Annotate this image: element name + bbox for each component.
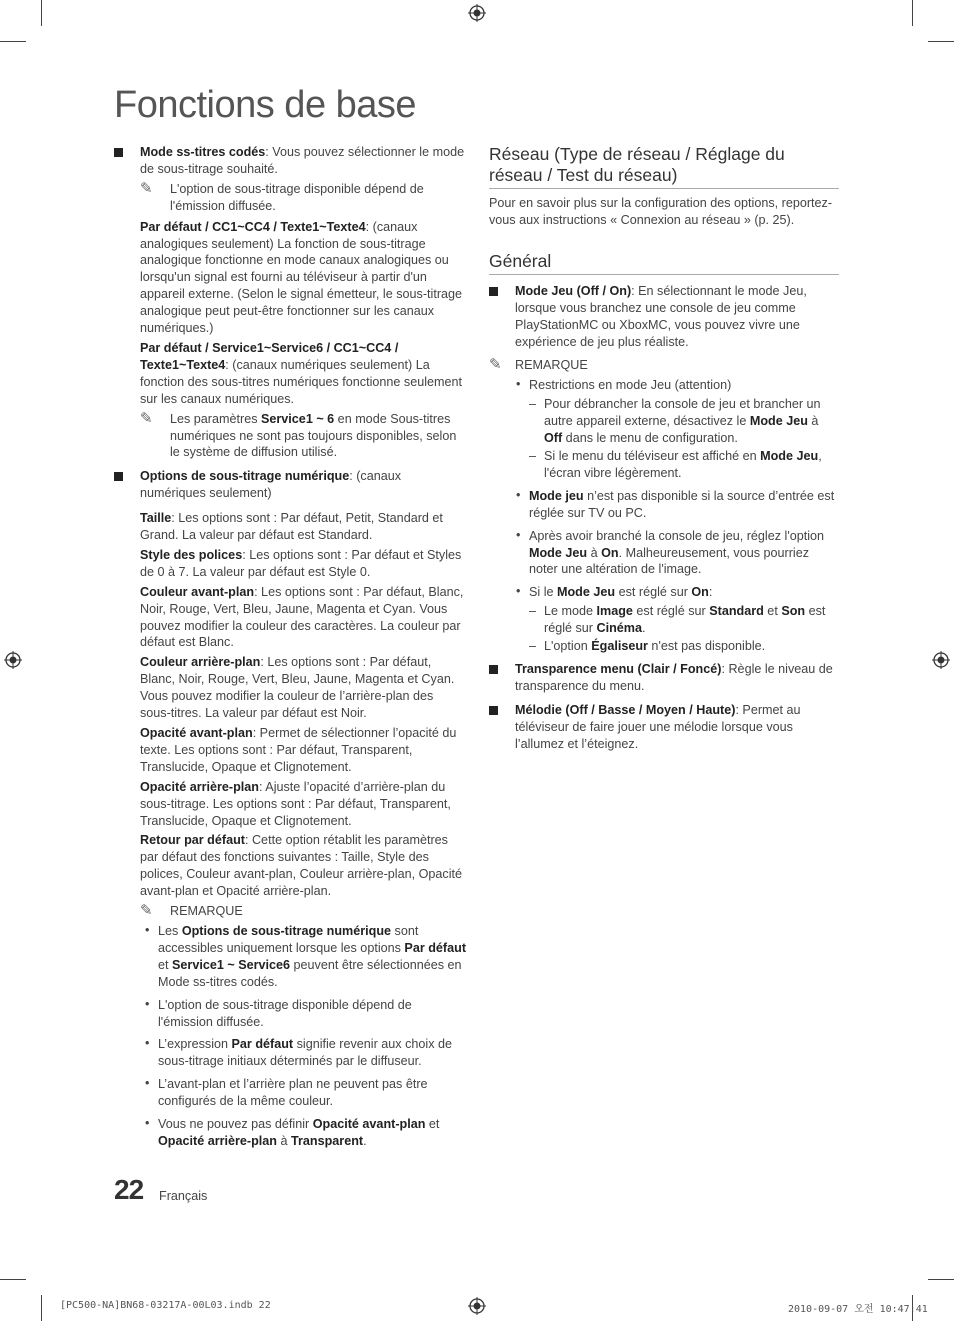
footer-language: Français (159, 1189, 208, 1203)
remarque-list (114, 923, 466, 1150)
section-heading-general: Général (489, 251, 839, 275)
registration-mark-icon (4, 651, 22, 669)
list-item: • Les Options de sous-titrage numérique sont accessibles uniquement lorsque les options Par défaut et Service1 ~ Service6 peuvent être sélectionnées en Mode ss-titres codés. (145, 922, 467, 989)
list-item-options-soustitrage: Options de sous-titrage numérique: (canaux numériques seulement) Taille: Les options sont : Par défaut, Petit, Standard et Grand. La valeur par défaut est Standard. Style des polices: Les options sont : Par défaut et Styles de 0 à 7. La valeur par défaut est Style 0. Couleur avant-plan: Les options sont : Par défaut, Blanc, Noir, Rouge, Vert, Bleu, Jaune, Magenta et Cyan. Vous pouvez modifier la couleur des caractères. La couleur par défaut est Blanc. Couleur arrière-plan: Les options sont : Par défaut, Blanc, Noir, Rouge, Vert, Bleu, Jaune, Magenta et Cyan. Vous pouvez modifier la couleur de l’arrière-plan des sous-titres. La valeur par défaut est Noir. Opacité avant-plan: Permet de sélectionner l’opacité du texte. Les options sont : Par défaut, Transparent, Translucide, Opaque et Clignotement. Opacité arrière-plan: Ajuste l’opacité d’arrière-plan du sous-titrage. Les options sont : Par défaut, Transparent, Translucide, Opaque et Clignotement. Retour par défaut: Cette option rétablit les paramètres par défaut des fonctions suivantes : Taille, Style des polices, Couleur avant-plan, Couleur arrière-plan, Opacité avant-plan et Opacité arrière-plan. ✎ REMARQUE • Les Options de sous-titrage numérique sont accessibles uniquement lorsque les options Par défaut et Service1 ~ Service6 peuvent être sélectionnées en Mode ss-titres codés. • L'option de sous-titrage disponible dépend de l'émission diffusée. • L’expression Par défaut signifie revenir aux choix de sous-titrage initiaux déterminés par le diffuseur. • L’avant-plan et l’arrière plan ne peuvent pas être configurés de la même couleur. • Vous ne pouvez pas définir Opacité avant-plan et Opacité arrière-plan à Transparent. (114, 468, 466, 1150)
list-item: • Vous ne pouvez pas définir Opacité avant-plan et Opacité arrière-plan à Transparent. (145, 1116, 440, 1148)
list-item: • Restrictions en mode Jeu (attention) – Pour débrancher la console de jeu et brancher un autre appareil externe, désactivez le Mode Jeu à Off dans le menu de configuration. – Si le menu du téléviseur est affiché en Mode Jeu, l'écran vibre légèrement. (529, 377, 839, 481)
remarque-label: ✎ REMARQUE (489, 355, 588, 374)
reseau-text: Pour en savoir plus sur la configuration des options, reportez-vous aux instructions « Connexion au réseau » (p. 25). (489, 196, 833, 227)
print-slug-date: 2010-09-07 오전 10:47:41 (788, 1304, 928, 1315)
square-bullet-icon (114, 148, 123, 157)
list-item-melodie: Mélodie (Off / Basse / Moyen / Haute): Permet au téléviseur de faire jouer une mélodie lorsque vous l’allumez et l’éteignez. (489, 702, 839, 753)
crop-mark (0, 41, 26, 42)
print-slug-file: [PC500-NA]BN68-03217A-00L03.indb 22 (60, 1300, 271, 1311)
list-item: • L’avant-plan et l’arrière plan ne peuvent pas être configurés de la même couleur. (145, 1076, 428, 1109)
remarque-label: ✎ REMARQUE (140, 901, 243, 920)
list-item-mode-soustitres: Mode ss-titres codés: Vous pouvez sélectionner le mode de sous-titrage souhaité. ✎ L'option de sous-titrage disponible dépend de l'émission diffusée. Par défaut / CC1~CC4 / Texte1~Texte4: (canaux analogiques seulement) La fonction de sous-titrage analogique fonctionne en mode canaux analogiques ou lorsqu'un signal est fourni au téléviseur à partir d'un appareil externe. (Selon le signal émetteur, le sous-titrage analogique peut peut-être fonctionner sur les canaux numériques.) Par défaut / Service1~Service6 / CC1~CC4 / Texte1~Texte4: (canaux numériques seulement) La fonction des sous-titres numériques fonctionne seulement sur les canaux numériques. ✎ Les paramètres Service1 ~ 6 en mode Sous-titres numériques ne sont pas toujours disponibles, selon le système de diffusion utilisé. (114, 144, 466, 461)
pencil-note-icon: ✎ (489, 355, 502, 374)
list-item: • Mode jeu n’est pas disponible si la source d’entrée est réglée sur TV ou PC. (516, 487, 835, 520)
registration-mark-icon (468, 1297, 486, 1315)
square-bullet-icon (489, 706, 498, 715)
crop-mark (0, 1279, 26, 1280)
list-item: • Après avoir branché la console de jeu, réglez l'option Mode Jeu à On. Malheureusement, vous pourriez noter une altération de l'image. (516, 527, 825, 577)
list-item: – Pour débrancher la console de jeu et brancher un autre appareil externe, désactivez le Mode Jeu à Off dans le menu de configuration. (529, 397, 821, 446)
crop-mark (41, 0, 42, 26)
section-heading-reseau: Réseau (Type de réseau / Réglage du réseau / Test du réseau) (489, 144, 839, 189)
remarque-list (489, 377, 839, 655)
list-item: • L'option de sous-titrage disponible dépend de l'émission diffusée. (145, 996, 412, 1029)
list-item-transparence: Transparence menu (Clair / Foncé): Règle le niveau de transparence du menu. (489, 661, 839, 695)
square-bullet-icon (489, 287, 498, 296)
registration-mark-icon (468, 4, 486, 22)
list-item: – Si le menu du téléviseur est affiché en Mode Jeu, l'écran vibre légèrement. (529, 448, 822, 480)
list-item: • L’expression Par défaut signifie revenir aux choix de sous-titrage initiaux déterminés par le diffuseur. (145, 1036, 453, 1069)
crop-mark (912, 0, 913, 26)
pencil-note-icon: ✎ (140, 178, 153, 197)
square-bullet-icon (114, 472, 123, 481)
list-item: • Si le Mode Jeu est réglé sur On: – Le mode Image est réglé sur Standard et Son est réglé sur Cinéma. – L'option Égaliseur n'est pas disponible. (529, 584, 839, 655)
page-number: 22 (114, 1174, 144, 1205)
pencil-note-icon: ✎ (140, 901, 153, 920)
page-title: Fonctions de base (114, 84, 417, 126)
left-column (114, 144, 466, 1157)
crop-mark (41, 1295, 42, 1321)
list-item-mode-jeu: Mode Jeu (Off / On): En sélectionnant le mode Jeu, lorsque vous branchez une console de jeu comme PlayStationMC ou XboxMC, vous pouvez vivre une expérience de jeu plus réaliste. (489, 283, 839, 351)
crop-mark (928, 1279, 954, 1280)
registration-mark-icon (932, 651, 950, 669)
square-bullet-icon (489, 665, 498, 674)
note: ✎ Les paramètres Service1 ~ 6 en mode Sous-titres numériques ne sont pas toujours disponibles, selon le système de diffusion utilisé. (140, 408, 457, 460)
right-column (489, 144, 839, 759)
crop-mark (928, 41, 954, 42)
note: ✎ L'option de sous-titrage disponible dépend de l'émission diffusée. (140, 178, 424, 213)
list-item: – L'option Égaliseur n'est pas disponible. (529, 639, 766, 654)
pencil-note-icon: ✎ (140, 408, 153, 427)
list-item: – Le mode Image est réglé sur Standard et Son est réglé sur Cinéma. (529, 604, 826, 636)
